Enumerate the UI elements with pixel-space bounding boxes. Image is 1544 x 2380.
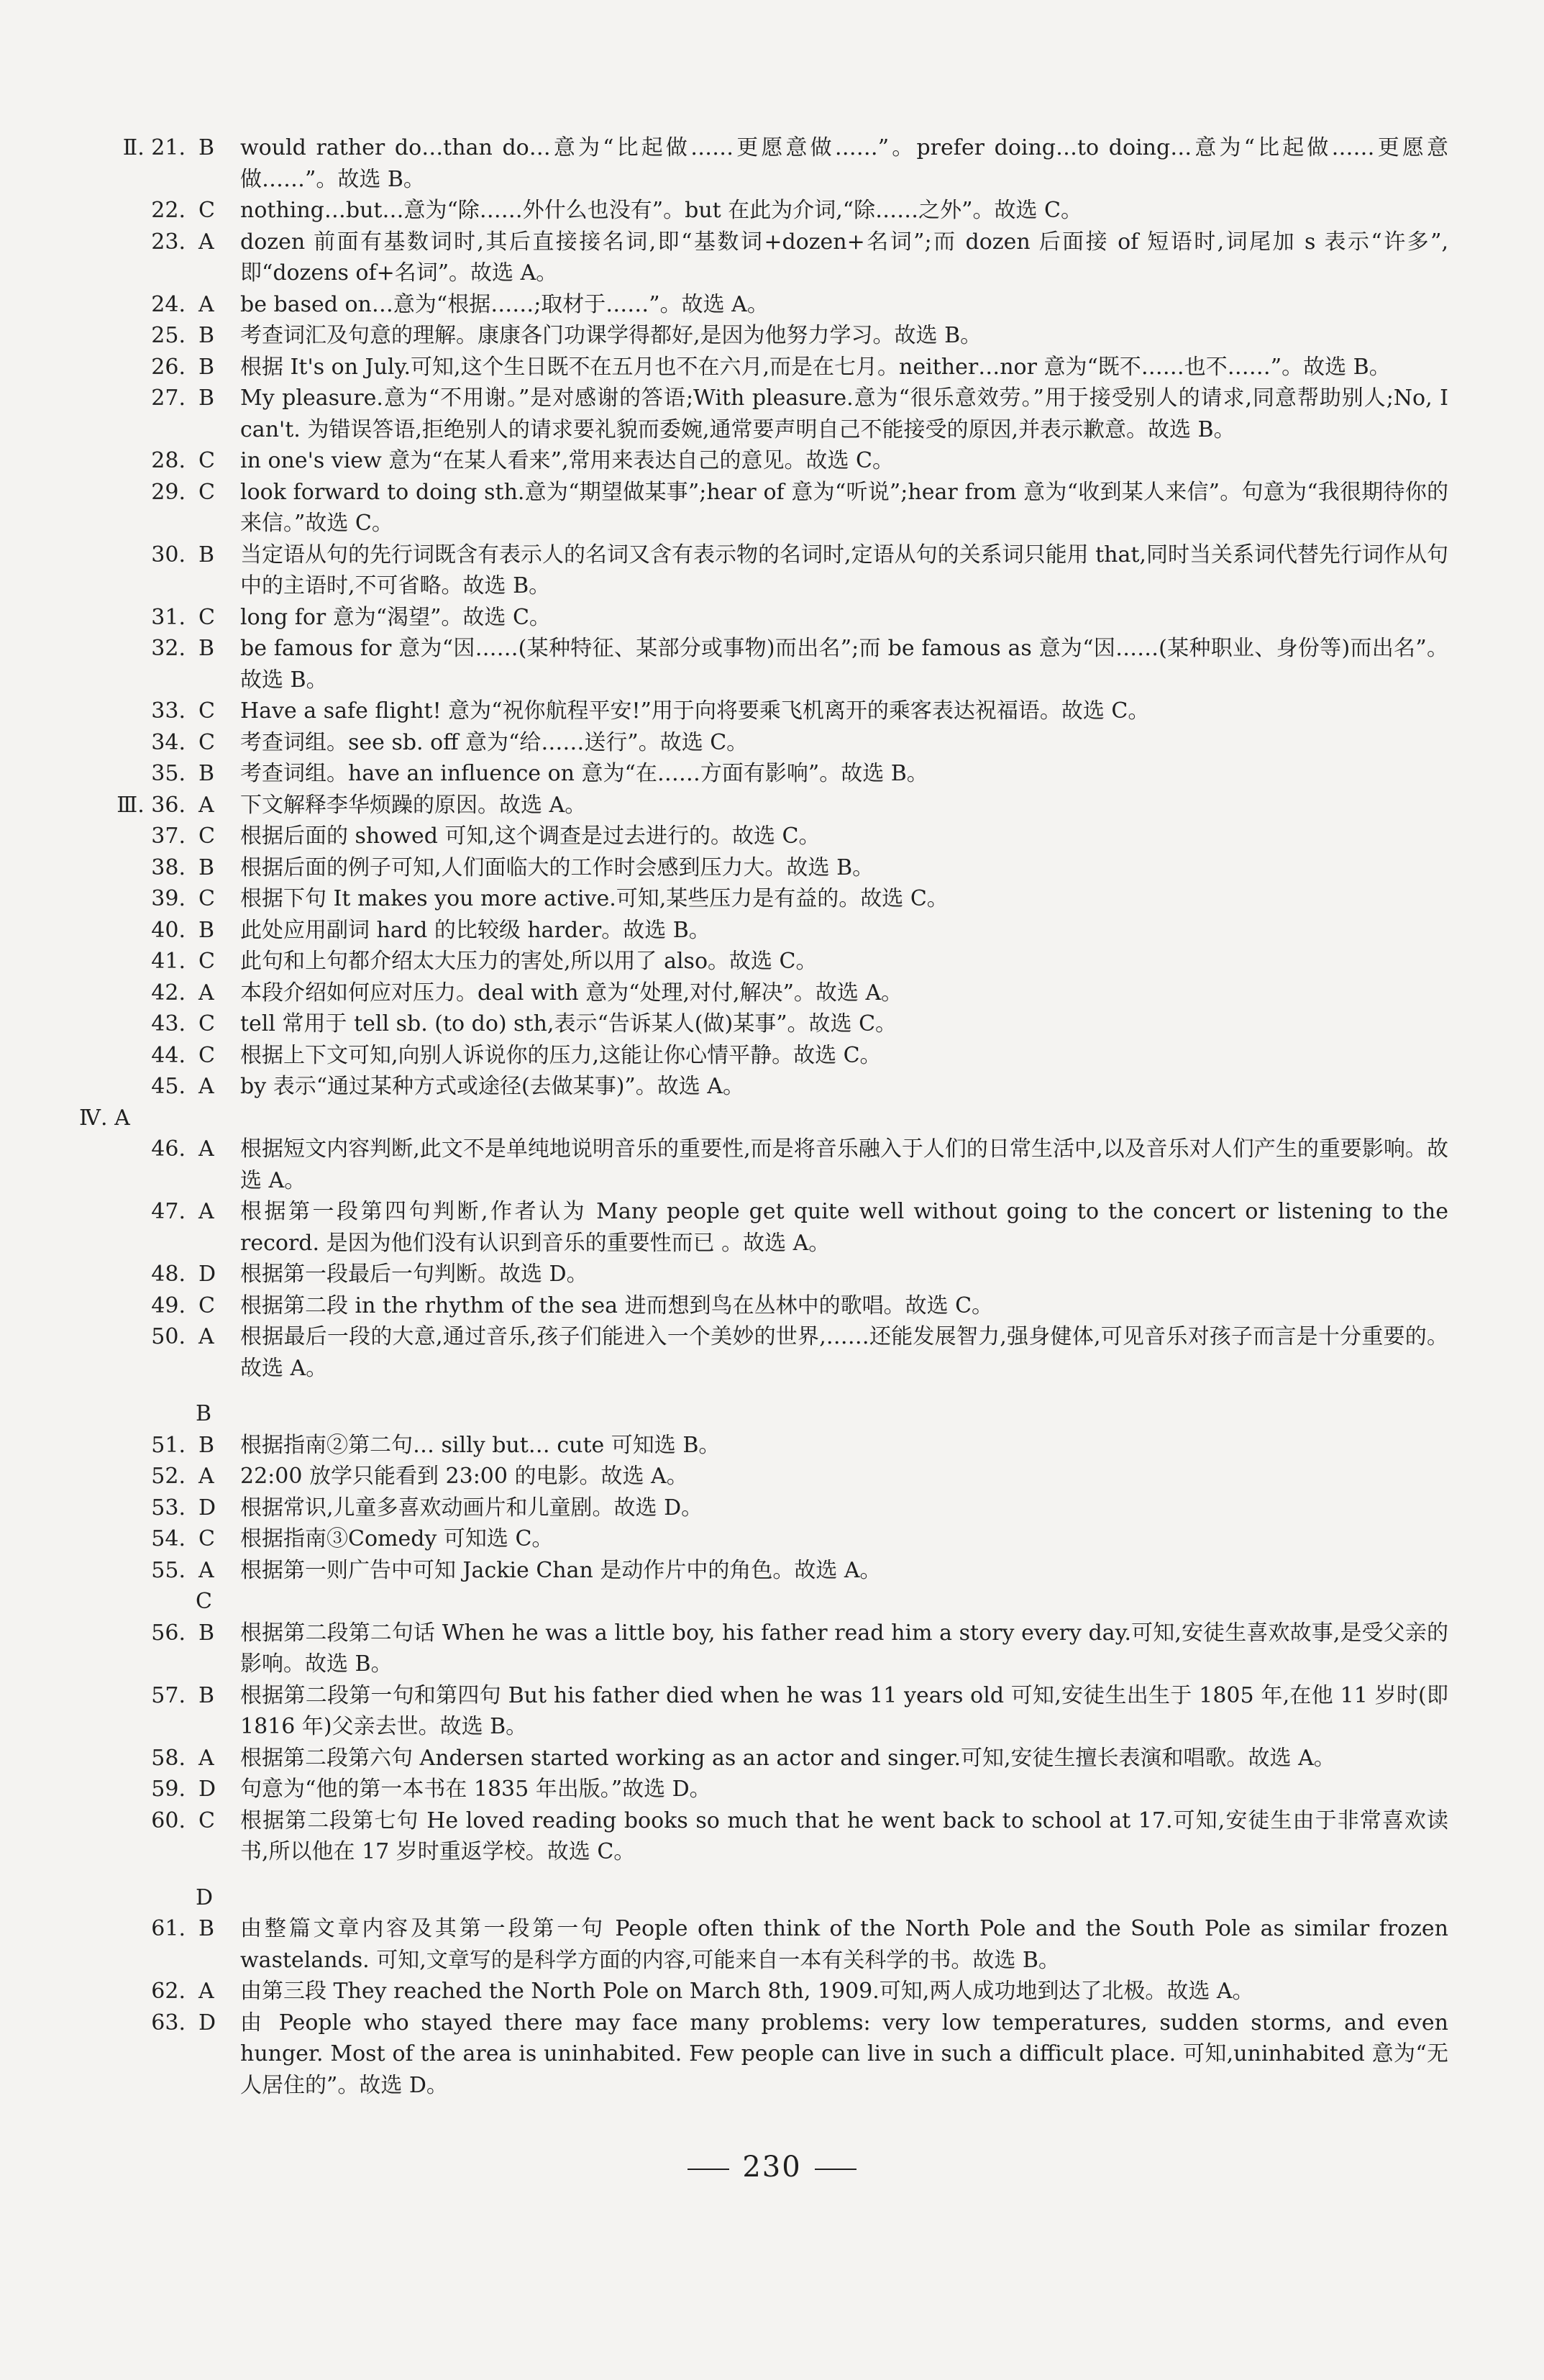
explanation-text: look forward to doing sth.意为“期望做某事”;hear of 意为“听说”;hear from 意为“收到某人来信”。句意为“我很期待你的来信。”故选 C。	[240, 479, 1449, 536]
question-number: 44.	[151, 1042, 186, 1068]
answer-letter: A	[198, 980, 214, 1006]
explanation-text: 由整篇文章内容及其第一段第一句 People often think of the North Pole and the South Pole as similar frozen wastelands. 可知,文章写的是科学方面的内容,可能来自一本有关科学的书。故选 B。	[240, 1916, 1448, 1973]
explanation-text: Have a safe flight! 意为“祝你航程平安!”用于向将要乘飞机离开的乘客表达祝福语。故选 C。	[240, 698, 1150, 724]
answer-entry-40	[79, 915, 1465, 947]
answer-entry-23	[79, 227, 1465, 289]
answer-entry-31	[79, 602, 1465, 634]
answer-letter: D	[198, 2010, 216, 2035]
answer-entry-32	[79, 633, 1465, 696]
answer-letter: A	[198, 1464, 214, 1489]
question-number: 47.	[151, 1199, 186, 1224]
question-number: 22.	[151, 198, 186, 223]
answer-entry-48	[79, 1259, 1465, 1290]
question-number: 43.	[151, 1011, 186, 1036]
answer-entry-41	[79, 946, 1465, 977]
question-number: 50.	[151, 1324, 186, 1349]
answer-letter: B	[198, 386, 215, 411]
question-number: 32.	[151, 636, 186, 661]
question-number: 34.	[151, 729, 186, 755]
answer-letter: A	[198, 1136, 214, 1162]
answer-letter: B	[198, 542, 215, 567]
question-number: 59.	[151, 1777, 186, 1802]
question-number: 53.	[151, 1495, 186, 1520]
answer-entry-39	[79, 883, 1465, 915]
question-number: 57.	[151, 1682, 186, 1708]
answer-letter: A	[198, 229, 214, 255]
answer-entry-55	[79, 1555, 1465, 1587]
answer-letter: C	[198, 1526, 215, 1551]
answer-letter: C	[198, 448, 215, 473]
explanation-text: 当定语从句的先行词既含有表示人的名词又含有表示物的名词时,定语从句的关系词只能用 that,同时当关系词代替先行词作从句中的主语时,不可省略。故选 B。	[240, 542, 1448, 598]
answer-entry-22	[79, 195, 1465, 227]
explanation-text: 根据最后一段的大意,通过音乐,孩子们能进入一个美妙的世界,……还能发展智力,强身健体,可见音乐对孩子而言是十分重要的。故选 A。	[240, 1324, 1448, 1381]
explanation-text: 根据 It's on July.可知,这个生日既不在五月也不在六月,而是在七月。neither…nor 意为“既不……也不……”。故选 B。	[240, 354, 1391, 380]
answer-letter: A	[198, 1074, 214, 1099]
explanation-text: 根据后面的例子可知,人们面临大的工作时会感到压力大。故选 B。	[240, 854, 874, 880]
answer-entry-34	[79, 727, 1465, 759]
answer-letter: B	[198, 917, 215, 943]
question-number: 33.	[151, 698, 186, 724]
explanation-text: 考查词组。have an influence on 意为“在……方面有影响”。故选 B。	[240, 761, 928, 786]
answer-letter: C	[198, 1011, 215, 1036]
answer-letter: B	[198, 1432, 215, 1458]
answer-letter: C	[198, 824, 215, 849]
section-iv-heading	[79, 1103, 1465, 1134]
question-number: 31.	[151, 604, 186, 630]
answer-entry-52	[79, 1461, 1465, 1492]
question-number: 58.	[151, 1745, 186, 1771]
explanation-text: My pleasure.意为“不用谢。”是对感谢的答语;With pleasure.意为“很乐意效劳。”用于接受别人的请求,同意帮助别人;No, I can't. 为错误答语,拒绝别人的请求要礼貌而委婉,通常要声明自己不能接受的原因,并表示歉意。故选 B。	[240, 386, 1448, 442]
question-number: 54.	[151, 1526, 186, 1551]
question-number: 40.	[151, 917, 186, 943]
explanation-text: in one's view 意为“在某人看来”,常用来表达自己的意见。故选 C。	[240, 448, 894, 473]
explanation-text: 根据第二段第七句 He loved reading books so much that he went back to school at 17.可知,安徒生由于非常喜欢读书,所以他在 17 岁时重返学校。故选 C。	[240, 1807, 1448, 1864]
answer-entry-24	[79, 289, 1465, 321]
answer-entry-33	[79, 696, 1465, 727]
question-number: 36.	[151, 792, 186, 818]
passage-label-a: A	[114, 1105, 130, 1131]
answer-entry-37	[79, 821, 1465, 852]
question-number: 39.	[151, 886, 186, 911]
passage-label-b: B	[196, 1401, 212, 1426]
answer-letter: B	[198, 636, 215, 661]
question-number: 23.	[151, 229, 186, 255]
passage-label-d: D	[196, 1884, 214, 1910]
answer-entry-50	[79, 1321, 1465, 1384]
answer-entry-57	[79, 1680, 1465, 1743]
answer-entry-35	[79, 758, 1465, 790]
answer-letter: C	[198, 698, 215, 724]
footer-dash-left	[688, 2169, 729, 2170]
question-number: 48.	[151, 1262, 186, 1287]
answer-entry-59	[79, 1774, 1465, 1805]
answer-entry-42	[79, 977, 1465, 1009]
answer-letter: C	[198, 949, 215, 974]
question-number: 35.	[151, 761, 186, 786]
answer-entry-53	[79, 1492, 1465, 1524]
section-label-ii: Ⅱ.	[122, 135, 145, 160]
explanation-text: 根据指南②第二句… silly but… cute 可知选 B。	[240, 1432, 721, 1458]
answer-letter: B	[198, 1682, 215, 1708]
answer-entry-62	[79, 1976, 1465, 2007]
explanation-text: 句意为“他的第一本书在 1835 年出版。”故选 D。	[240, 1777, 711, 1802]
answer-letter: A	[198, 1199, 214, 1224]
answer-letter: C	[198, 198, 215, 223]
answer-entry-28	[79, 445, 1465, 477]
answer-letter: A	[198, 1979, 214, 2004]
question-number: 37.	[151, 824, 186, 849]
explanation-text: 根据短文内容判断,此文不是单纯地说明音乐的重要性,而是将音乐融入于人们的日常生活中,以及音乐对人们产生的重要影响。故选 A。	[240, 1136, 1448, 1193]
question-number: 25.	[151, 323, 186, 348]
answer-letter: C	[198, 1042, 215, 1068]
explanation-text: 考查词组。see sb. off 意为“给……送行”。故选 C。	[240, 729, 749, 755]
answer-entry-26	[79, 352, 1465, 383]
explanation-text: 根据第二段第一句和第四句 But his father died when he was 11 years old 可知,安徒生出生于 1805 年,在他 11 岁时(即 1816 年)父亲去世。故选 B。	[240, 1682, 1448, 1739]
answer-entry-44	[79, 1040, 1465, 1072]
explanation-text: 22:00 放学只能看到 23:00 的电影。故选 A。	[240, 1464, 688, 1489]
answer-entry-51	[79, 1430, 1465, 1462]
answer-entry-56	[79, 1618, 1465, 1680]
answer-letter: C	[198, 1807, 215, 1833]
answer-entry-43	[79, 1008, 1465, 1040]
answer-entry-63	[79, 2007, 1465, 2102]
answer-letter: B	[198, 135, 215, 160]
question-number: 38.	[151, 854, 186, 880]
answer-letter: D	[198, 1495, 216, 1520]
answer-letter: C	[198, 886, 215, 911]
answer-entry-38	[79, 852, 1465, 884]
question-number: 41.	[151, 949, 186, 974]
explanation-text: 根据第一段第四句判断,作者认为 Many people get quite well without going to the concert or listening to the record. 是因为他们没有认识到音乐的重要性而已 。故选 A。	[240, 1199, 1448, 1256]
question-number: 61.	[151, 1916, 186, 1941]
question-number: 63.	[151, 2010, 186, 2035]
answer-entry-60	[79, 1805, 1465, 1868]
explanation-text: dozen 前面有基数词时,其后直接接名词,即“基数词+dozen+名词”;而 dozen 后面接 of 短语时,词尾加 s 表示“许多”,即“dozens of+名词”。故选 A。	[240, 229, 1449, 286]
explanation-text: tell 常用于 tell sb. (to do) sth,表示“告诉某人(做)某事”。故选 C。	[240, 1011, 897, 1036]
section-label-iii: Ⅲ.	[117, 792, 145, 818]
explanation-text: 下文解释李华烦躁的原因。故选 A。	[240, 792, 587, 818]
answer-letter: B	[198, 323, 215, 348]
answer-entry-46	[79, 1134, 1465, 1196]
answer-letter: C	[198, 604, 215, 630]
answer-letter: A	[198, 291, 214, 317]
question-number: 26.	[151, 354, 186, 380]
answer-entry-25	[79, 320, 1465, 352]
answer-entry-58	[79, 1743, 1465, 1774]
explanation-text: by 表示“通过某种方式或途径(去做某事)”。故选 A。	[240, 1074, 744, 1099]
answer-letter: B	[198, 1620, 215, 1646]
answer-letter: B	[198, 761, 215, 786]
footer-dash-right	[815, 2169, 856, 2170]
answer-letter: A	[198, 1557, 214, 1583]
section-label-iv: Ⅳ.	[79, 1105, 108, 1131]
question-number: 60.	[151, 1807, 186, 1833]
question-number: 55.	[151, 1557, 186, 1583]
answer-entry-27	[79, 383, 1465, 445]
question-number: 29.	[151, 479, 186, 505]
answer-entry-47	[79, 1196, 1465, 1259]
explanation-text: 根据下句 It makes you more active.可知,某些压力是有益的。故选 C。	[240, 886, 949, 911]
explanation-text: 此句和上句都介绍太大压力的害处,所以用了 also。故选 C。	[240, 949, 818, 974]
explanation-text: 根据指南③Comedy 可知选 C。	[240, 1526, 554, 1551]
answer-entry-21	[79, 132, 1465, 195]
answer-letter: A	[198, 1745, 214, 1771]
explanation-text: 根据第二段第二句话 When he was a little boy, his father read him a story every day.可知,安徒生喜欢故事,是受父亲的影响。故选 B。	[240, 1620, 1448, 1677]
answer-entry-61	[79, 1913, 1465, 1976]
question-number: 52.	[151, 1464, 186, 1489]
question-number: 56.	[151, 1620, 186, 1646]
answer-entry-54	[79, 1523, 1465, 1555]
explanation-text: long for 意为“渴望”。故选 C。	[240, 604, 551, 630]
explanation-text: 此处应用副词 hard 的比较级 harder。故选 B。	[240, 917, 711, 943]
answer-entry-30	[79, 539, 1465, 602]
passage-label-c: C	[196, 1589, 212, 1614]
answer-letter: D	[198, 1777, 216, 1802]
explanation-text: 根据第二段 in the rhythm of the sea 进而想到鸟在丛林中的歌唱。故选 C。	[240, 1292, 994, 1318]
answer-letter: B	[198, 854, 215, 880]
page-number: 230	[742, 2151, 802, 2184]
answer-entry-49	[79, 1290, 1465, 1322]
explanation-text: 根据常识,儿童多喜欢动画片和儿童剧。故选 D。	[240, 1495, 703, 1520]
answer-entry-36	[79, 790, 1465, 821]
explanation-text: 考查词汇及句意的理解。康康各门功课学得都好,是因为他努力学习。故选 B。	[240, 323, 982, 348]
question-number: 27.	[151, 386, 186, 411]
question-number: 21.	[151, 135, 186, 160]
answer-letter: A	[198, 792, 214, 818]
answer-letter: C	[198, 729, 215, 755]
answer-letter: C	[198, 479, 215, 505]
question-number: 28.	[151, 448, 186, 473]
page-footer	[0, 2151, 1544, 2184]
answer-letter: A	[198, 1324, 214, 1349]
answer-entry-45	[79, 1071, 1465, 1103]
question-number: 45.	[151, 1074, 186, 1099]
question-number: 30.	[151, 542, 186, 567]
question-number: 51.	[151, 1432, 186, 1458]
answer-letter: B	[198, 354, 215, 380]
explanation-text: be based on…意为“根据……;取材于……”。故选 A。	[240, 291, 769, 317]
answer-letter: C	[198, 1292, 215, 1318]
explanation-text: 本段介绍如何应对压力。deal with 意为“处理,对付,解决”。故选 A。	[240, 980, 903, 1006]
explanation-text: be famous for 意为“因……(某种特征、某部分或事物)而出名”;而 be famous as 意为“因……(某种职业、身份等)而出名”。故选 B。	[240, 636, 1448, 693]
explanation-text: 由第三段 They reached the North Pole on March 8th, 1909.可知,两人成功地到达了北极。故选 A。	[240, 1979, 1254, 2004]
question-number: 46.	[151, 1136, 186, 1162]
answer-letter: B	[198, 1916, 215, 1941]
question-number: 42.	[151, 980, 186, 1006]
explanation-text: 根据后面的 showed 可知,这个调查是过去进行的。故选 C。	[240, 824, 821, 849]
question-number: 62.	[151, 1979, 186, 2004]
explanation-text: would rather do…than do…意为“比起做……更愿意做……”。prefer doing…to doing…意为“比起做……更愿意做……”。故选 B。	[240, 135, 1448, 192]
explanation-text: 由 People who stayed there may face many problems: very low temperatures, sudden storms, and even hunger. Most of the area is uninhabited. Few people can live in such a difficult place. 可知,uninhabited 意为“无人居住的”。故选 D。	[240, 2010, 1448, 2098]
explanation-text: 根据第一段最后一句判断。故选 D。	[240, 1262, 588, 1287]
explanation-text: 根据第二段第六句 Andersen started working as an actor and singer.可知,安徒生擅长表演和唱歌。故选 A。	[240, 1745, 1335, 1771]
answer-entry-29	[79, 477, 1465, 539]
explanation-text: 根据第一则广告中可知 Jackie Chan 是动作片中的角色。故选 A。	[240, 1557, 882, 1583]
explanation-text: 根据上下文可知,向别人诉说你的压力,这能让你心情平静。故选 C。	[240, 1042, 882, 1068]
question-number: 24.	[151, 291, 186, 317]
question-number: 49.	[151, 1292, 186, 1318]
explanation-text: nothing…but…意为“除……外什么也没有”。but 在此为介词,“除……之外”。故选 C。	[240, 198, 1082, 223]
answer-letter: D	[198, 1262, 216, 1287]
